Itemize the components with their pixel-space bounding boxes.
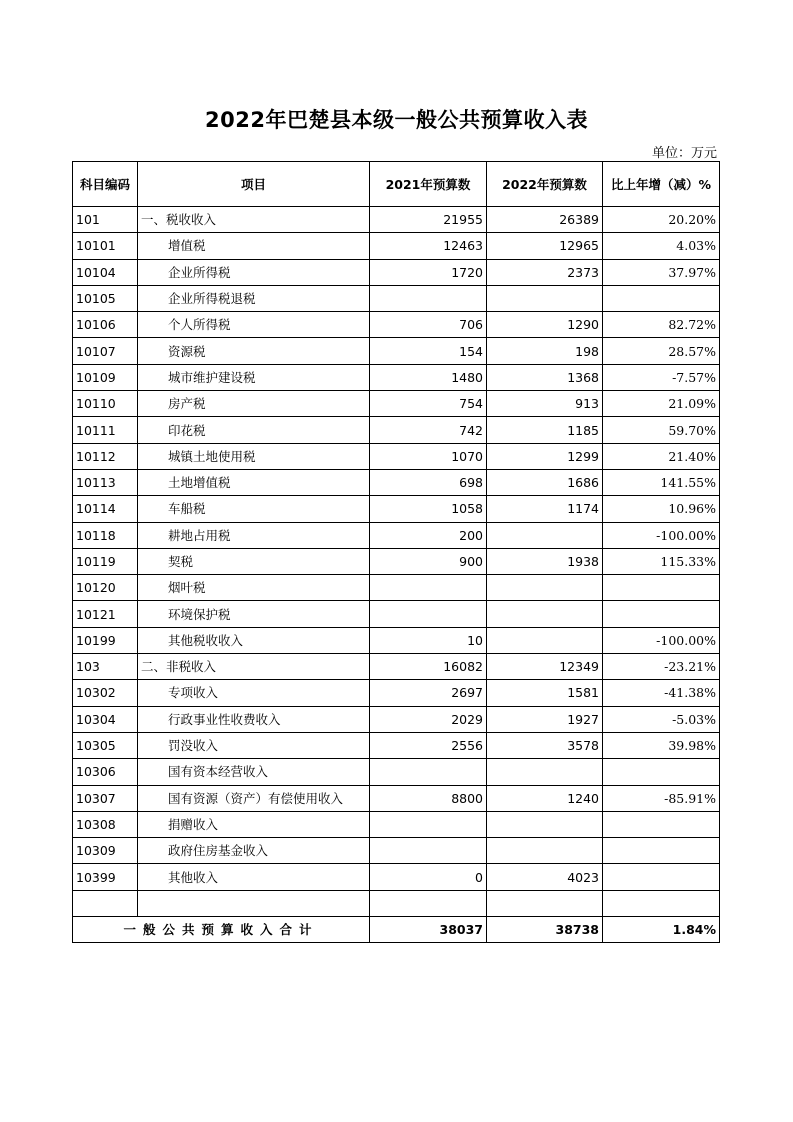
row-change: 141.55% — [603, 469, 720, 495]
row-code: 10121 — [73, 601, 138, 627]
row-change — [603, 601, 720, 627]
row-code: 10120 — [73, 575, 138, 601]
total-row — [73, 917, 720, 943]
row-2022 — [487, 890, 603, 916]
table-row — [73, 443, 720, 469]
row-item: 增值税 — [138, 233, 370, 259]
row-code: 10105 — [73, 285, 138, 311]
row-code: 10110 — [73, 391, 138, 417]
row-code: 10111 — [73, 417, 138, 443]
row-2022: 1581 — [487, 680, 603, 706]
header-2022: 2022年预算数 — [487, 162, 603, 207]
row-item: 烟叶税 — [138, 575, 370, 601]
row-item: 土地增值税 — [138, 469, 370, 495]
row-change: 21.09% — [603, 391, 720, 417]
row-code: 10304 — [73, 706, 138, 732]
row-code: 10309 — [73, 838, 138, 864]
row-2022: 913 — [487, 391, 603, 417]
row-2021: 200 — [370, 522, 487, 548]
row-code: 10101 — [73, 233, 138, 259]
row-item: 企业所得税 — [138, 259, 370, 285]
row-item: 个人所得税 — [138, 312, 370, 338]
row-2022: 1927 — [487, 706, 603, 732]
table-row — [73, 838, 720, 864]
row-change: 28.57% — [603, 338, 720, 364]
page-title: 2022年巴楚县本级一般公共预算收入表 — [205, 108, 588, 132]
row-item: 专项收入 — [138, 680, 370, 706]
row-2021: 1720 — [370, 259, 487, 285]
row-code — [73, 890, 138, 916]
row-item: 房产税 — [138, 391, 370, 417]
row-code: 10112 — [73, 443, 138, 469]
table-row — [73, 654, 720, 680]
row-change — [603, 864, 720, 890]
row-2022: 1299 — [487, 443, 603, 469]
row-2021: 0 — [370, 864, 487, 890]
row-item: 二、非税收入 — [138, 654, 370, 680]
row-2022: 1938 — [487, 548, 603, 574]
row-2022: 4023 — [487, 864, 603, 890]
row-2021: 21955 — [370, 207, 487, 233]
unit-label: 单位：万元 — [651, 146, 717, 161]
total-change: 1.84% — [603, 917, 720, 943]
row-change: 20.20% — [603, 207, 720, 233]
row-change: 21.40% — [603, 443, 720, 469]
table-row — [73, 391, 720, 417]
row-change: -85.91% — [603, 785, 720, 811]
row-code: 10199 — [73, 627, 138, 653]
row-2022: 1185 — [487, 417, 603, 443]
row-2021: 10 — [370, 627, 487, 653]
row-2021: 2556 — [370, 732, 487, 758]
table-row — [73, 627, 720, 653]
row-2022: 1686 — [487, 469, 603, 495]
total-label: 一般公共预算收入合计 — [73, 917, 370, 943]
row-item: 契税 — [138, 548, 370, 574]
row-2022 — [487, 601, 603, 627]
row-2021: 900 — [370, 548, 487, 574]
row-change: -41.38% — [603, 680, 720, 706]
row-2022: 198 — [487, 338, 603, 364]
row-2021: 742 — [370, 417, 487, 443]
row-code: 10118 — [73, 522, 138, 548]
row-item: 国有资源（资产）有偿使用收入 — [138, 785, 370, 811]
row-change: 4.03% — [603, 233, 720, 259]
row-code: 10399 — [73, 864, 138, 890]
row-change — [603, 759, 720, 785]
table-row — [73, 890, 720, 916]
header-change: 比上年增（减）% — [603, 162, 720, 207]
row-2021 — [370, 811, 487, 837]
row-item: 资源税 — [138, 338, 370, 364]
row-2021: 8800 — [370, 785, 487, 811]
row-change: 59.70% — [603, 417, 720, 443]
row-change — [603, 890, 720, 916]
table-row — [73, 785, 720, 811]
table-row — [73, 575, 720, 601]
row-change: 10.96% — [603, 496, 720, 522]
row-change — [603, 811, 720, 837]
header-code: 科目编码 — [73, 162, 138, 207]
table-row — [73, 522, 720, 548]
row-code: 10306 — [73, 759, 138, 785]
row-code: 10113 — [73, 469, 138, 495]
row-item: 政府住房基金收入 — [138, 838, 370, 864]
row-2022: 1290 — [487, 312, 603, 338]
row-2021: 1058 — [370, 496, 487, 522]
row-code: 10305 — [73, 732, 138, 758]
table-row — [73, 811, 720, 837]
row-2022 — [487, 838, 603, 864]
row-2022: 2373 — [487, 259, 603, 285]
row-2021: 12463 — [370, 233, 487, 259]
row-2022: 12965 — [487, 233, 603, 259]
row-code: 10107 — [73, 338, 138, 364]
row-2021: 1070 — [370, 443, 487, 469]
total-2022: 38738 — [487, 917, 603, 943]
row-2021 — [370, 890, 487, 916]
row-code: 10308 — [73, 811, 138, 837]
row-2022 — [487, 759, 603, 785]
table-row — [73, 312, 720, 338]
header-item: 项目 — [138, 162, 370, 207]
row-code: 103 — [73, 654, 138, 680]
row-change — [603, 838, 720, 864]
table-row — [73, 706, 720, 732]
table-row — [73, 496, 720, 522]
row-code: 10104 — [73, 259, 138, 285]
row-2022: 12349 — [487, 654, 603, 680]
row-change: 115.33% — [603, 548, 720, 574]
row-2021: 2697 — [370, 680, 487, 706]
table-row — [73, 364, 720, 390]
row-code: 101 — [73, 207, 138, 233]
row-2021: 2029 — [370, 706, 487, 732]
row-2021: 706 — [370, 312, 487, 338]
row-2022 — [487, 811, 603, 837]
header-row — [73, 162, 720, 207]
row-item: 一、税收收入 — [138, 207, 370, 233]
row-2021 — [370, 759, 487, 785]
row-item — [138, 890, 370, 916]
row-code: 10114 — [73, 496, 138, 522]
row-change — [603, 575, 720, 601]
table-body — [73, 207, 720, 917]
row-2022 — [487, 285, 603, 311]
row-2021: 754 — [370, 391, 487, 417]
table-row — [73, 469, 720, 495]
row-2022: 3578 — [487, 732, 603, 758]
table-row — [73, 601, 720, 627]
row-2022: 1368 — [487, 364, 603, 390]
row-2022 — [487, 575, 603, 601]
table-row — [73, 233, 720, 259]
table-row — [73, 417, 720, 443]
row-item: 国有资本经营收入 — [138, 759, 370, 785]
row-code: 10106 — [73, 312, 138, 338]
row-code: 10307 — [73, 785, 138, 811]
row-item: 企业所得税退税 — [138, 285, 370, 311]
row-item: 城市维护建设税 — [138, 364, 370, 390]
row-2021: 698 — [370, 469, 487, 495]
table-row — [73, 732, 720, 758]
row-change: -7.57% — [603, 364, 720, 390]
row-change: -23.21% — [603, 654, 720, 680]
row-2021 — [370, 285, 487, 311]
row-change — [603, 285, 720, 311]
row-change: -100.00% — [603, 627, 720, 653]
row-2021: 154 — [370, 338, 487, 364]
total-2021: 38037 — [370, 917, 487, 943]
row-2021: 1480 — [370, 364, 487, 390]
row-2022 — [487, 522, 603, 548]
row-2021: 16082 — [370, 654, 487, 680]
row-code: 10302 — [73, 680, 138, 706]
row-change: 39.98% — [603, 732, 720, 758]
row-item: 其他收入 — [138, 864, 370, 890]
row-change: -5.03% — [603, 706, 720, 732]
table-row — [73, 207, 720, 233]
row-code: 10119 — [73, 548, 138, 574]
row-item: 印花税 — [138, 417, 370, 443]
table-row — [73, 864, 720, 890]
row-change: 82.72% — [603, 312, 720, 338]
row-item: 捐赠收入 — [138, 811, 370, 837]
row-2022: 1240 — [487, 785, 603, 811]
row-2021 — [370, 575, 487, 601]
row-2022 — [487, 627, 603, 653]
row-item: 耕地占用税 — [138, 522, 370, 548]
row-change: -100.00% — [603, 522, 720, 548]
row-2021 — [370, 838, 487, 864]
row-item: 罚没收入 — [138, 732, 370, 758]
row-2022: 26389 — [487, 207, 603, 233]
table-row — [73, 680, 720, 706]
header-2021: 2021年预算数 — [370, 162, 487, 207]
table-row — [73, 259, 720, 285]
row-change: 37.97% — [603, 259, 720, 285]
table-row — [73, 548, 720, 574]
row-item: 行政事业性收费收入 — [138, 706, 370, 732]
row-2021 — [370, 601, 487, 627]
row-item: 其他税收收入 — [138, 627, 370, 653]
row-code: 10109 — [73, 364, 138, 390]
table-row — [73, 285, 720, 311]
row-item: 城镇土地使用税 — [138, 443, 370, 469]
row-item: 车船税 — [138, 496, 370, 522]
row-2022: 1174 — [487, 496, 603, 522]
table-row — [73, 759, 720, 785]
row-item: 环境保护税 — [138, 601, 370, 627]
budget-table — [72, 161, 720, 943]
table-row — [73, 338, 720, 364]
